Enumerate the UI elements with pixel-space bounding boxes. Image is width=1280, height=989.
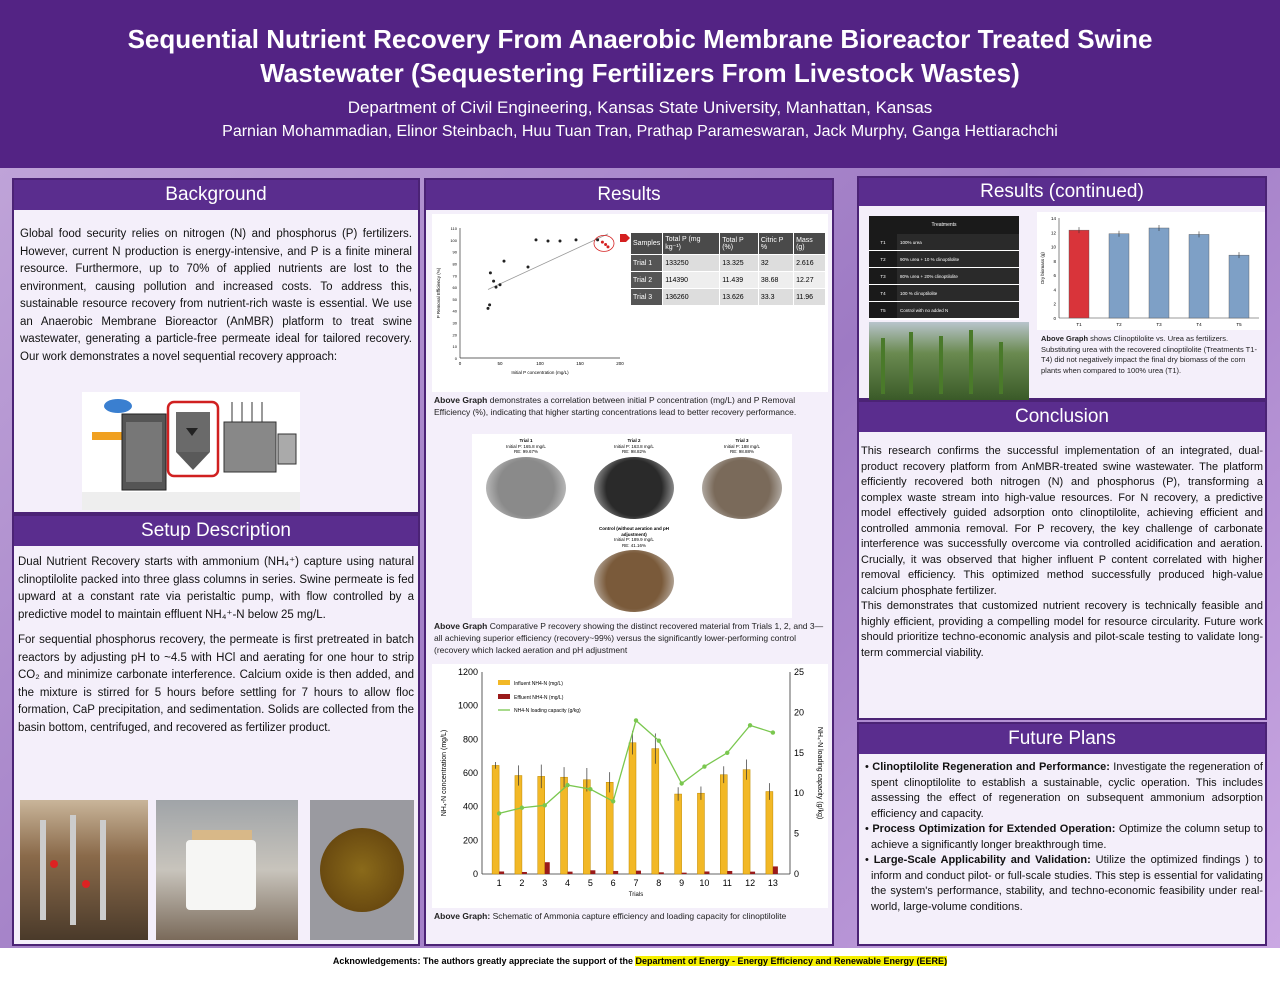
ammonia-panel (432, 664, 828, 908)
x-tick-label: T2 (1116, 322, 1122, 327)
scatter-caption: Above Graph demonstrates a correlation between initial P concentration (mg/L) and P Removal Efficiency (%), indicating that higher starting concentrations lead to better recovery performance. (434, 395, 797, 417)
acknowledgements (0, 948, 1280, 989)
sample-photo (702, 457, 782, 519)
y2-tick-label: 25 (794, 667, 805, 677)
legend-label: Effluent NH4-N (mg/L) (514, 695, 564, 701)
legend-swatch (498, 680, 510, 685)
sample-label: RE: 99.67% (513, 449, 538, 454)
x-tick-label: 200 (616, 361, 624, 366)
precipitate-photo (310, 800, 414, 940)
table-cell: 32 (758, 255, 793, 272)
biomass-bar (1149, 228, 1169, 318)
y2-tick-label: 10 (794, 788, 805, 799)
future-plan-title: Large-Scale Applicability and Validation: (873, 854, 1091, 866)
x-tick-label: 13 (767, 878, 778, 888)
loading-capacity-point (679, 781, 683, 785)
x-tick-label: 5 (587, 878, 593, 888)
influent-bar (561, 777, 568, 874)
arrow-icon (620, 234, 630, 242)
bullet-icon: • (865, 761, 873, 773)
y2-tick-label: 15 (794, 747, 805, 758)
future-plan-title: Clinoptilolite Regeneration and Performance: (872, 761, 1110, 773)
table-header: Total P (%) (720, 233, 759, 255)
y2-axis-label: NH₄-N loading capacity (g/kg) (816, 726, 823, 820)
treatment-row (869, 285, 1019, 302)
material-caption: Above Graph Comparative P recovery showing the distinct recovered material from Trials 1, 2, and 3—all achieving superior efficiency (recovery~99%) versus the significantly lower-performing control (recovery which lacked aeration and pH adjustment (434, 621, 824, 655)
y-tick-label: 8 (1053, 258, 1056, 264)
poster-title: Sequential Nutrient Recovery From Anaerobic Membrane Bioreactor Treated Swine Wastewater (Sequestering Fertilizers From Livestock Wastes) (127, 24, 1153, 88)
loading-capacity-point (702, 764, 706, 768)
x-tick-label: 150 (576, 361, 584, 366)
influent-bar (492, 765, 499, 874)
legend-label: NH4-N loading capacity (g/kg) (514, 708, 581, 714)
data-point (492, 280, 495, 283)
conclusion-paragraph-1: This research confirms the successful implementation of an integrated, dual-product recovery platform from AnMBR-treated swine wastewater. The platform efficiently recovered both nitrogen (N) and phosphorus (P), transforming a complex waste stream into high-value resources. For N recovery, a predictive model effectively guided adsorption onto clinoptilolite, achieving efficient and controlled ammonia removal. For P recovery, the key challenge of carbonate interference was successfully overcome via controlled acidification and aeration. Crucially, it was observed that higher influent P content correlated with higher removal efficiency. This optimized method successfully produced high-value calcium phosphate fertilizer. (861, 445, 1263, 597)
future-plan-item (863, 853, 1263, 915)
treatment-row (869, 251, 1019, 268)
data-point (575, 238, 578, 241)
x-tick-label: 10 (699, 878, 710, 888)
sample-label: Initial P: 163.8 mg/L (614, 443, 654, 449)
table-header: Samples (631, 233, 663, 255)
biomass-bar (1109, 234, 1129, 318)
y-tick-label: 70 (452, 273, 457, 279)
treatment-row (869, 302, 1019, 319)
data-point (596, 238, 599, 241)
background-text: Global food security relies on nitrogen (N) and phosphorus (P) fertilizers. However, current N production is energy-intensive, and P is a finite mineral resource. Furthermore, up to 70% of applied nutrients are lost to the environment, causing pollution and increased costs. To address this, sustainable resource recovery from nutrient-rich waste is essential. We use an Anaerobic Membrane Bioreactor (AnMBR) platform to treat swine wastewater, generating a particle-free permeate ideal for tailored recovery. Our work demonstrates a novel sequential recovery approach: (20, 228, 412, 363)
y-tick-label: 40 (452, 308, 457, 314)
table-cell: 38.68 (758, 272, 793, 289)
y-tick-label: 0 (1053, 316, 1056, 321)
y-tick-label: 12 (1050, 230, 1056, 236)
y-tick-label: 600 (462, 768, 478, 778)
effluent-bar (636, 871, 641, 874)
loading-capacity-point (565, 783, 569, 787)
data-point (607, 245, 610, 248)
x-tick-label: 100 (536, 361, 544, 366)
treatment-code: T2 (869, 251, 897, 267)
y-tick-label: 400 (462, 801, 478, 812)
influent-bar (720, 775, 727, 874)
table-cell: 114390 (663, 272, 720, 289)
x-tick-label: 6 (610, 878, 616, 888)
y-axis-label: Dry biomass (g) (1040, 252, 1045, 284)
x-tick-label: T3 (1156, 322, 1162, 327)
sample-photo (594, 457, 674, 519)
conclusion-heading: Conclusion (859, 402, 1265, 432)
y2-tick-label: 0 (794, 869, 800, 879)
effluent-bar (499, 871, 504, 874)
loading-capacity-point (497, 811, 501, 815)
loading-capacity-point (588, 787, 592, 791)
effluent-bar (773, 866, 778, 874)
treatment-desc: 90% urea + 10 % clinoptilolite (897, 251, 1019, 267)
y-tick-label: 0 (454, 356, 457, 361)
sample-label: Initial P: 188 mg/L (723, 443, 761, 449)
future-plan-text: Investigate the regeneration of spent clinoptilolite to establish a sustainable, cyclic operation. This includes assessing the effect of regeneration on subsequent ammonium adsorption efficiency and capacity. (871, 761, 1263, 820)
loading-capacity-point (543, 803, 547, 807)
legend-swatch (498, 694, 510, 699)
x-axis-label: Initial P concentration (mg/L) (511, 370, 569, 375)
x-tick-label: 2 (519, 878, 525, 888)
y-tick-label: 800 (462, 734, 478, 745)
table-cell: 2.616 (794, 255, 826, 272)
biomass-caption: Above Graph shows Clinoptilolite vs. Urea as fertilizers. Substituting urea with the recovered clinoptilolite (Treatments T1-T4) did not negatively impact the final dry biomass of the corn plants when compared to 100% urea (T1). (1041, 334, 1257, 375)
data-point (527, 266, 530, 269)
y-tick-label: 1200 (457, 667, 478, 677)
results-heading: Results (426, 180, 832, 210)
treatments-title: Treatments (869, 216, 1019, 234)
sample-label: Initial P: 165.8 mg/L (506, 443, 546, 449)
sample-item (586, 438, 682, 519)
y-tick-label: 2 (1053, 301, 1056, 307)
loading-capacity-point (657, 738, 661, 742)
data-point (495, 286, 498, 289)
influent-bar (583, 780, 590, 874)
y-tick-label: 20 (452, 332, 457, 338)
table-cell: 33.3 (758, 289, 793, 306)
sample-label: RE: 98.82% (621, 449, 646, 454)
table-cell: 13.325 (720, 255, 759, 272)
biomass-panel (1037, 212, 1265, 330)
sample-photo (594, 550, 674, 612)
data-point (601, 241, 604, 244)
legend-label: Influent NH4-N (mg/L) (514, 681, 563, 687)
results-continued-heading: Results (continued) (859, 178, 1265, 206)
sample-item (478, 438, 574, 519)
treatment-row (869, 268, 1019, 285)
future-plan-text: Utilize the optimized findings ) to inform and conduct pilot- or full-scale studies. This step is essential for validating the system's performance, stability, and techno-economic feasibility under real-world, large-volume conditions. (871, 854, 1263, 913)
table-cell: Trial 3 (631, 289, 663, 306)
data-point (488, 303, 491, 306)
y-tick-label: 50 (452, 296, 457, 302)
poster-header (0, 0, 1280, 168)
biomass-bar (1069, 230, 1089, 318)
influent-bar (629, 743, 636, 874)
y-axis-label: NH₄-N concentration (mg/L) (441, 729, 448, 817)
treatment-code: T3 (869, 268, 897, 284)
influent-bar (606, 782, 613, 874)
sample-item (586, 526, 682, 612)
y-tick-label: 0 (472, 869, 478, 879)
x-tick-label: T1 (1076, 322, 1082, 327)
table-cell: 11.96 (794, 289, 826, 306)
x-tick-label: T4 (1196, 322, 1202, 327)
sample-label: RE: 41.16% (621, 542, 646, 548)
influent-bar (652, 749, 659, 874)
influent-bar (743, 770, 750, 874)
table-header: Total P (mg kg⁻¹) (663, 233, 720, 255)
table-cell: 12.27 (794, 272, 826, 289)
x-tick-label: 50 (497, 361, 503, 366)
reactor-photo (156, 800, 298, 940)
x-tick-label: 12 (745, 878, 756, 888)
influent-bar (538, 776, 545, 874)
effluent-bar (545, 862, 550, 874)
x-tick-label: 0 (458, 361, 462, 366)
y-tick-label: 10 (1050, 244, 1056, 250)
data-point (489, 271, 492, 274)
setup-paragraph-2: For sequential phosphorus recovery, the permeate is first pretreated in batch reactors by adjusting pH to ~4.5 with HCl and aerating for one hour to strip CO₂ and minimize carbonate interference. Calcium oxide is then added, and the mixture is stirred for 5 hours before settling for 7 hours to allow floc formation, CaP precipitation, and sedimentation. Solids are collected from the basin bottom, centrifuged, and recovered as fertilizer product. (18, 634, 414, 734)
y-tick-label: 1000 (457, 700, 478, 711)
setup-heading: Setup Description (14, 516, 418, 546)
effluent-bar (522, 872, 527, 874)
treatment-desc: 100 % clinoptilolite (897, 285, 1019, 301)
biomass-bar (1189, 234, 1209, 318)
table-cell: 11.439 (720, 272, 759, 289)
treatment-code: T4 (869, 285, 897, 301)
effluent-bar (682, 873, 687, 874)
conclusion-paragraph-2: This demonstrates that customized nutrient recovery is technically feasible and highly efficient, providing a compelling model for resource circularity. Future work should prioritize techno-economic analysis and pilot-scale testing to validate long-term commercial viability. (861, 600, 1263, 659)
ammonia-caption: Above Graph: Schematic of Ammonia capture efficiency and loading capacity for clinoptilolite (434, 911, 787, 921)
bullet-icon: • (865, 854, 874, 866)
table-header: Mass (g) (794, 233, 826, 255)
table-cell: 136260 (663, 289, 720, 306)
p-removal-scatter-chart (432, 214, 628, 392)
treatment-desc: Control with no added N (897, 302, 1019, 318)
setup-section (12, 514, 420, 946)
table-cell: 13.626 (720, 289, 759, 306)
background-heading: Background (14, 180, 418, 210)
x-tick-label: 9 (679, 878, 685, 888)
ack-funder: Department of Energy - Energy Efficiency and Renewable Energy (EERE) (635, 956, 948, 966)
y-tick-label: 14 (1050, 216, 1056, 221)
data-point (559, 240, 562, 243)
effluent-bar (613, 871, 618, 874)
sample-label: Trial 1 (519, 438, 533, 443)
effluent-bar (727, 871, 732, 874)
loading-capacity-point (611, 799, 615, 803)
table-header: Citric P % (758, 233, 793, 255)
treatment-desc: 100% urea (897, 234, 1019, 250)
sample-label: RE: 98.88% (729, 449, 754, 454)
effluent-bar (590, 870, 595, 874)
table-row (631, 255, 826, 272)
scatter-panel (432, 214, 828, 392)
treatment-code: T1 (869, 234, 897, 250)
table-row (631, 289, 826, 306)
influent-bar (675, 794, 682, 874)
x-tick-label: 1 (496, 878, 502, 888)
table-cell: 133250 (663, 255, 720, 272)
column-setup-photo (20, 800, 148, 940)
corn-plants-photo (869, 322, 1029, 400)
treatment-desc: 80% urea + 20% clinoptilolite (897, 268, 1019, 284)
y-tick-label: 200 (462, 835, 478, 846)
treatments-table-panel (869, 216, 1019, 320)
x-tick-label: 3 (542, 878, 548, 888)
biomass-bar-chart (1037, 212, 1265, 330)
y-tick-label: 4 (1053, 287, 1056, 293)
influent-bar (697, 793, 704, 874)
future-plan-item (863, 760, 1263, 822)
background-section (12, 178, 420, 514)
y-tick-label: 30 (452, 320, 457, 326)
authors: Parnian Mohammadian, Elinor Steinbach, Huu Tuan Tran, Prathap Parameswaran, Jack Murphy, Ganga Hettiarachchi (222, 123, 1058, 140)
results-section (424, 178, 834, 946)
data-point (604, 243, 607, 246)
future-plans-heading: Future Plans (859, 724, 1265, 754)
y-tick-label: 10 (452, 344, 457, 350)
data-point (547, 240, 550, 243)
results-continued-section (857, 176, 1267, 400)
table-row (631, 272, 826, 289)
influent-bar (766, 792, 773, 874)
loading-capacity-point (634, 718, 638, 722)
recovered-material-panel (472, 434, 792, 618)
future-plan-title: Process Optimization for Extended Operation: (872, 823, 1116, 835)
y-tick-label: 6 (1053, 273, 1056, 279)
biomass-bar (1229, 255, 1249, 318)
sample-label: Initial P: 189.9 mg/L (614, 537, 654, 542)
x-axis-label: Trials (628, 892, 644, 898)
x-tick-label: 11 (722, 878, 732, 888)
effluent-bar (704, 871, 709, 874)
future-plan-item (863, 822, 1263, 853)
sample-label: Control (without aeration and pH adjustment) (599, 526, 669, 537)
future-plan-text: Optimize the column setup to achieve a significantly longer breakthrough time. (871, 823, 1263, 851)
treatment-row (869, 234, 1019, 251)
data-point (499, 283, 502, 286)
y-axis-label: P Removal Efficiency (%) (436, 267, 441, 319)
data-point (503, 260, 506, 263)
p-recovery-table (630, 232, 826, 306)
bullet-icon: • (865, 823, 873, 835)
effluent-bar (750, 872, 755, 874)
future-plans-section (857, 722, 1267, 946)
data-point (487, 307, 490, 310)
highlight-circle (594, 235, 614, 251)
effluent-bar (568, 872, 573, 874)
y-tick-label: 80 (452, 261, 457, 267)
loading-capacity-point (725, 751, 729, 755)
x-tick-label: T5 (1236, 322, 1242, 327)
anmbr-diagram (82, 392, 300, 510)
sample-photo (486, 457, 566, 519)
effluent-bar (659, 872, 664, 874)
sample-item (694, 438, 790, 519)
data-point (535, 238, 538, 241)
y-tick-label: 60 (452, 285, 457, 291)
setup-paragraph-1: Dual Nutrient Recovery starts with ammonium (NH₄⁺) capture using natural clinoptilolite packed into three glass columns in series. Swine permeate is fed upward at a constant rate via peristaltic pump, with flow controlled by a predictive model to maintain effluent NH₄⁺-N below 25 mg/L. (18, 556, 414, 621)
ammonia-capture-chart (432, 664, 828, 908)
y-tick-label: 100 (450, 237, 457, 243)
loading-capacity-point (748, 723, 752, 727)
x-tick-label: 7 (633, 878, 639, 888)
loading-capacity-point (771, 730, 775, 734)
ack-text: Acknowledgements: The authors greatly appreciate the support of the (332, 956, 636, 966)
sample-label: Trial 3 (735, 438, 749, 443)
sample-label: Trial 2 (627, 438, 641, 443)
y2-tick-label: 5 (794, 828, 800, 839)
influent-bar (515, 776, 522, 874)
department: Department of Civil Engineering, Kansas State University, Manhattan, Kansas (347, 98, 933, 117)
table-cell: Trial 2 (631, 272, 663, 289)
y-tick-label: 110 (450, 226, 457, 231)
table-cell: Trial 1 (631, 255, 663, 272)
x-tick-label: 8 (656, 878, 662, 888)
loading-capacity-point (520, 806, 524, 810)
conclusion-section (857, 400, 1267, 720)
y2-tick-label: 20 (794, 707, 805, 718)
x-tick-label: 4 (565, 878, 571, 888)
treatment-code: T5 (869, 302, 897, 318)
y-tick-label: 90 (452, 249, 457, 255)
